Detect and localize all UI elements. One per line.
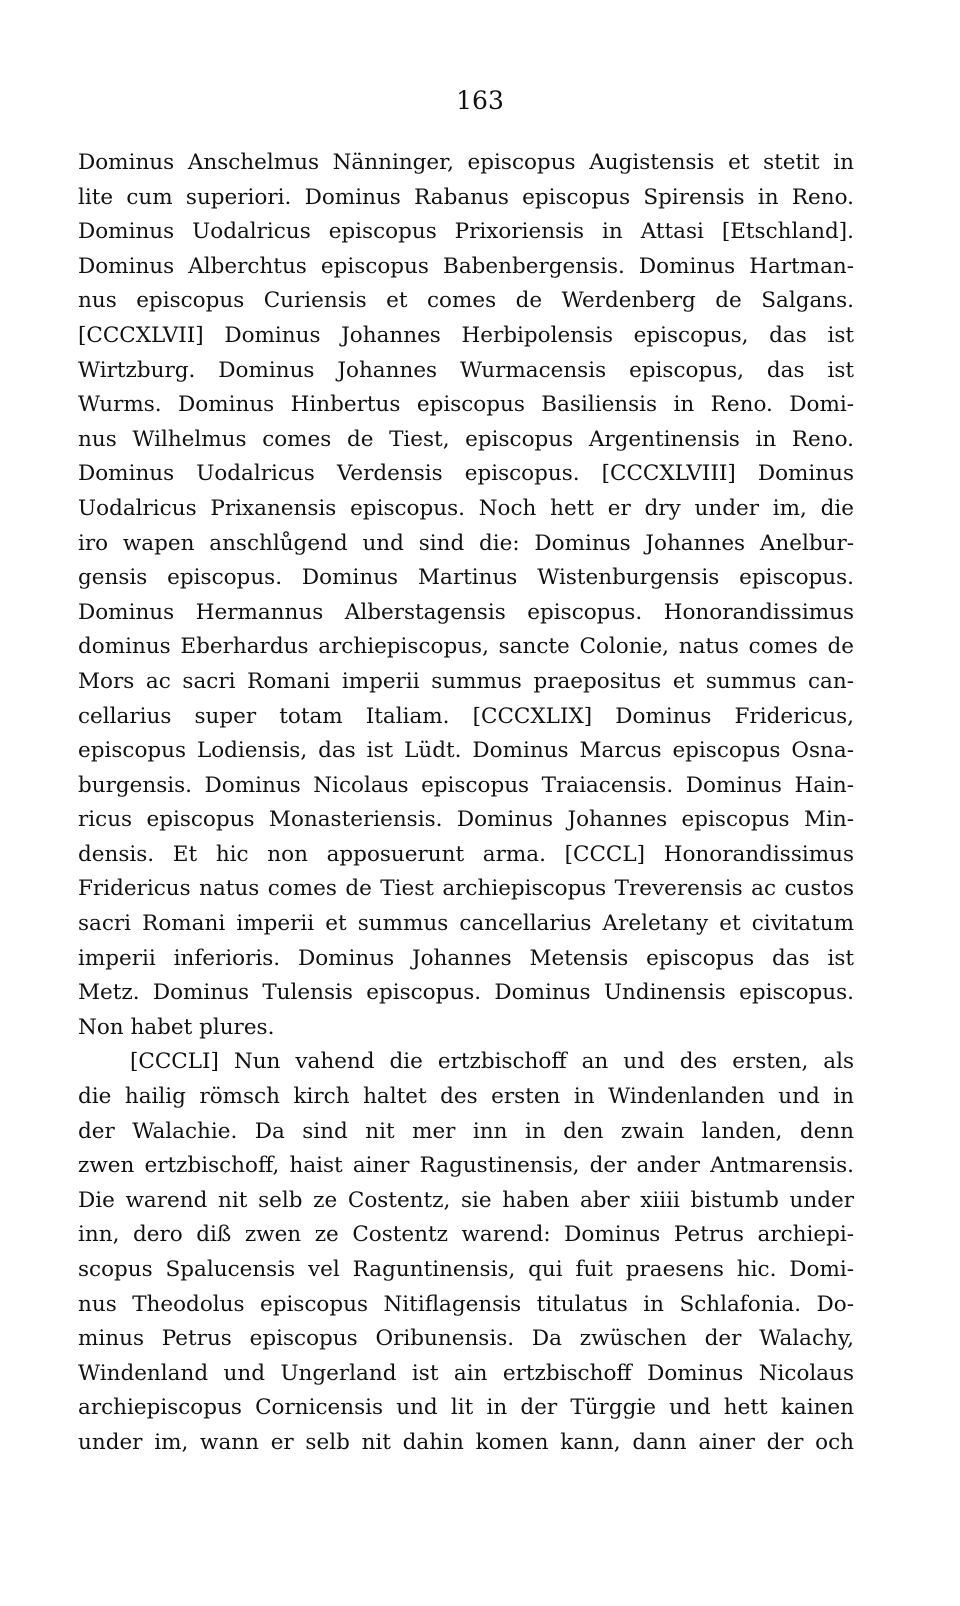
text-line: Windenland und Ungerland ist ain ertzbischoff Dominus Nicolaus <box>78 1360 854 1386</box>
text-line: nus Theodolus episcopus Nitiflagensis titulatus in Schlafonia. Do- <box>78 1291 854 1317</box>
text-line: nus Wilhelmus comes de Tiest, episcopus Argentinensis in Reno. <box>78 426 854 452</box>
text-line: Fridericus natus comes de Tiest archiepiscopus Treverensis ac custos <box>78 876 854 902</box>
text-line: gensis episcopus. Dominus Martinus Wistenburgensis episcopus. <box>78 565 854 591</box>
text-line: Wurms. Dominus Hinbertus episcopus Basiliensis in Reno. Domi- <box>78 392 854 418</box>
text-line: Non habet plures. <box>78 1014 275 1040</box>
text-line: Dominus Hermannus Alberstagensis episcopus. Honorandissimus <box>78 599 854 625</box>
text-line: die hailig römsch kirch haltet des ersten in Windenlanden und in <box>78 1084 854 1110</box>
text-line: under im, wann er selb nit dahin komen kann, dann ainer der och <box>78 1429 854 1455</box>
text-line: sacri Romani imperii et summus cancellarius Areletany et civitatum <box>78 911 854 937</box>
text-line: Uodalricus Prixanensis episcopus. Noch hett er dry under im, die <box>78 495 854 521</box>
text-line: lite cum superiori. Dominus Rabanus episcopus Spirensis in Reno. <box>78 184 854 210</box>
text-line: zwen ertzbischoff, haist ainer Ragustinensis, der ander Antmarensis. <box>78 1153 854 1179</box>
page-number: 163 <box>456 86 504 115</box>
text-line: Mors ac sacri Romani imperii summus praepositus et summus can- <box>78 668 854 694</box>
text-line: Wirtzburg. Dominus Johannes Wurmacensis episcopus, das ist <box>78 357 854 383</box>
text-line: nus episcopus Curiensis et comes de Werdenberg de Salgans. <box>78 288 854 314</box>
text-line: densis. Et hic non apposuerunt arma. [CCCL] Honorandissimus <box>78 841 854 867</box>
text-line: imperii inferioris. Dominus Johannes Metensis episcopus das ist <box>78 945 854 971</box>
text-line: Metz. Dominus Tulensis episcopus. Dominus Undinensis episcopus. <box>78 980 854 1006</box>
text-line: [CCCLI] Nun vahend die ertzbischoff an und des ersten, als <box>130 1049 854 1075</box>
text-line: Dominus Uodalricus episcopus Prixoriensis in Attasi [Etschland]. <box>78 219 854 245</box>
text-line: [CCCXLVII] Dominus Johannes Herbipolensis episcopus, das ist <box>78 322 854 348</box>
text-line: der Walachie. Da sind nit mer inn in den zwain landen, denn <box>78 1118 854 1144</box>
text-line: scopus Spalucensis vel Raguntinensis, qui fuit praesens hic. Domi- <box>78 1257 854 1282</box>
text-line: Dominus Uodalricus Verdensis episcopus. [CCCXLVIII] Dominus <box>78 461 854 487</box>
text-line: burgensis. Dominus Nicolaus episcopus Traiacensis. Dominus Hain- <box>78 772 854 798</box>
text-line: inn, dero diß zwen ze Costentz warend: Dominus Petrus archiepi- <box>78 1222 854 1248</box>
text-line: Dominus Alberchtus episcopus Babenbergensis. Dominus Hartman- <box>78 253 854 279</box>
text-line: iro wapen anschlůgend und sind die: Dominus Johannes Anelbur- <box>78 530 854 556</box>
text-line: Die warend nit selb ze Costentz, sie haben aber xiiii bistumb under <box>78 1187 854 1213</box>
text-line: archiepiscopus Cornicensis und lit in der Türggie und hett kainen <box>78 1395 854 1421</box>
body-text <box>78 146 854 1461</box>
text-line: episcopus Lodiensis, das ist Lüdt. Dominus Marcus episcopus Osna- <box>78 738 854 764</box>
text-line: ricus episcopus Monasteriensis. Dominus Johannes episcopus Min- <box>78 807 854 833</box>
text-line: cellarius super totam Italiam. [CCCXLIX] Dominus Fridericus, <box>78 703 854 729</box>
text-line: Dominus Anschelmus Nänninger, episcopus Augistensis et stetit in <box>78 150 854 175</box>
text-line: dominus Eberhardus archiepiscopus, sancte Colonie, natus comes de <box>78 634 854 660</box>
text-line: minus Petrus episcopus Oribunensis. Da zwüschen der Walachy, <box>78 1326 854 1352</box>
